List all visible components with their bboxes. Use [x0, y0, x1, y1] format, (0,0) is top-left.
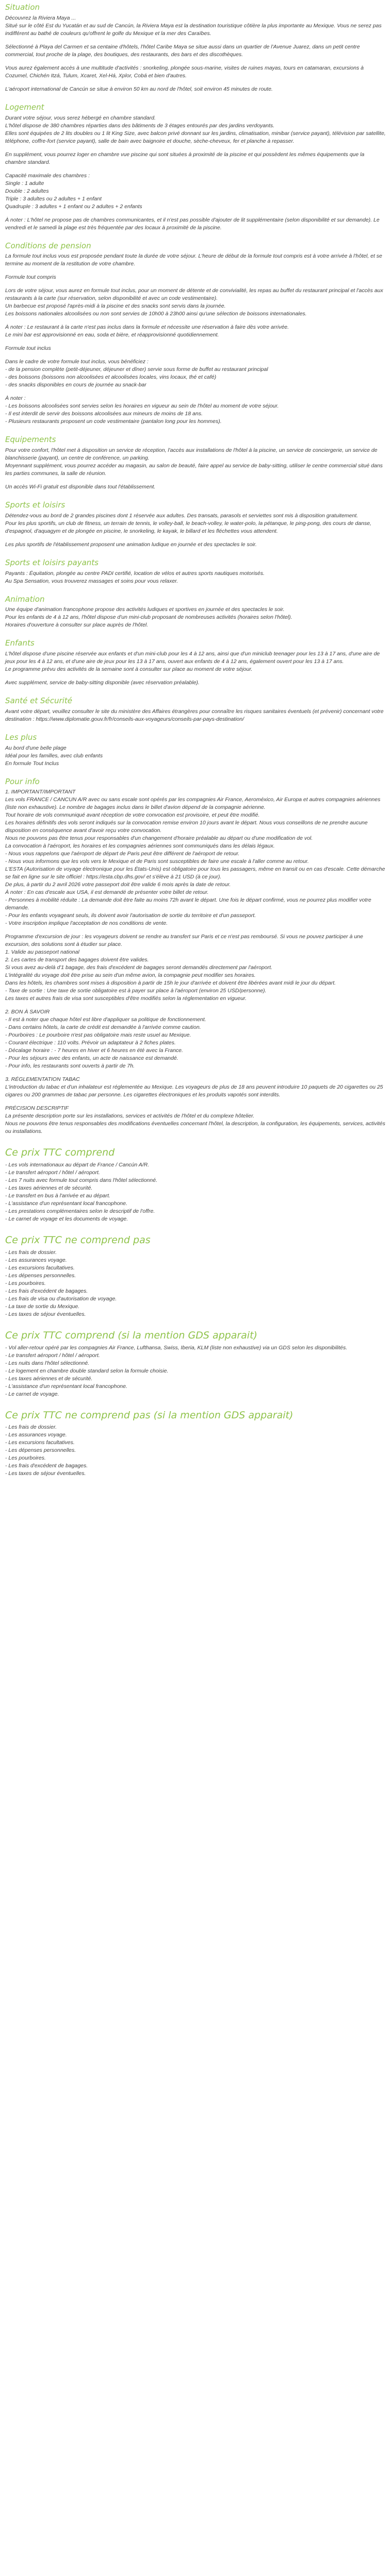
section-pour-info [5, 777, 386, 1136]
section-title: Sports et loisirs [5, 500, 66, 510]
section-paragraph: - Les frais de dossier. - Les assurances voyage. - Les excursions facultatives. - Les dépenses personnelles. - Les pourboires. - Les frais d'excédent de bagages. - Les taxes de séjour éventuelles. [5, 1424, 88, 1477]
section-paragraph: Programme d'excursion de jour : les voyageurs doivent se rendre au transfert sur Paris et ce n'est pas remboursé. Si vous ne pouvez participer à une excursion, des solutions sont à étudier sur place. 1. Valide au passeport national 2. Les cartes de transport des bagages doivent être valides. Si vous avez au-delà d'1 bagage, des frais d'excédent de bagages seront demandés directement par l'aéroport. L'intégralité du voyage doit être prise au sein d'un même avion, la compagnie peut modifier ses horaires. Dans les hôtels, les chambres sont mises à disposition à partir de 15h le jour d'arrivée et doivent être libérées avant midi le jour du départ. - Taxe de sortie : Une taxe de sortie obligatoire est à payer sur place à l'aéroport (environ 25 USD/personne). Les taxes et autres frais de visa sont susceptibles d'être modifiés selon la réglementation en vigueur. [5, 934, 363, 1002]
section-paragraph: En supplément, vous pourrez loger en chambre vue piscine qui sont situées à proximité de la piscine et qui possèdent les mêmes équipements que la chambre standard. [5, 151, 365, 165]
section-paragraph: À noter : Le restaurant à la carte n'est pas inclus dans la formule et nécessite une réservation à faire dès votre arrivée. Le mini bar est approvisionné en eau, soda et bière, et réapprovisionné quotidiennement. [5, 324, 289, 338]
section-paragraph: Avec supplément, service de baby-sitting disponible (avec réservation préalable). [5, 680, 200, 686]
section-title: Animation [5, 594, 45, 604]
section-conditions-de-pension [5, 241, 386, 426]
section-title: Les plus [5, 732, 37, 742]
section-sante-et-securite [5, 696, 386, 723]
section-paragraph: Avant votre départ, veuillez consulter le site du ministère des Affaires étrangères pour connaître les risques sanitaires éventuels (et prévenir) concernant votre destination : https://www.diplomatie.gouv.fr/fr/conseils-aux-voyageurs/conseils-par-pays-destination/ [5, 708, 384, 722]
section-paragraph: Sélectionné à Playa del Carmen et sa centaine d'hôtels, l'hôtel Caribe Maya se situe aussi dans un quartier de l'Avenue Juarez, dans un petit centre commercial, tout proche de la plage, des boutiques, des restaurants, des bars et des discothèques. [5, 43, 360, 58]
section-paragraph: À noter : L'hôtel ne propose pas de chambres communicantes, et il n'est pas possible d'ajouter de lit supplémentaire (selon disponibilité et sur demande). Le vendredi et le samedi la plage est très fréquentée par des locaux à proximité de la piscine. [5, 216, 380, 231]
section-paragraph: PRÉCISION DESCRIPTIF La présente description porte sur les installations, services et activités de l'hôtel et du complexe hôtelier. Nous ne pouvons être tenus responsables des modifications éventuelles concernant l'hôtel, la description, la configuration, les équipements, services, activités ou installations. [5, 1105, 385, 1135]
section-paragraph: Payants : Équitation, plongée au centre PADI certifié, location de vélos et autres sports nautiques motorisés. Au Spa Sensation, vous trouverez massages et soins pour vous relaxer. [5, 570, 265, 584]
section-ce-prix-ttc-comprend [5, 1147, 386, 1223]
section-paragraph: Capacité maximale des chambres : Single : 1 adulte Double : 2 adultes Triple : 3 adultes ou 2 adultes + 1 enfant Quadruple : 3 adultes + 1 enfant ou 2 adultes + 2 enfants [5, 172, 142, 210]
section-paragraph: L'hôtel dispose d'une piscine réservée aux enfants et d'un mini-club pour les 4 à 12 ans, ainsi que d'un miniclub teenager pour les 13 à 17 ans, d'une aire de jeux pour les 4 à 12 ans, et d'une aire de jeux pour les 13 à 17 ans, ouvert aux enfants de 4 à 12 ans, également ouvert pour les 13 à 17 ans. Le programme prévu des activités de la semaine sont à consulter sur place au moment de votre séjour. [5, 651, 380, 672]
section-title: Logement [5, 102, 44, 112]
section-title: Equipements [5, 435, 56, 445]
section-paragraph: Un accès Wi-Fi gratuit est disponible dans tout l'établissement. [5, 484, 156, 490]
section-sports-et-loisirs-payants [5, 558, 386, 585]
section-title: Sports et loisirs payants [5, 557, 99, 567]
section-title: Ce prix TTC comprend [5, 1147, 115, 1159]
section-paragraph: La formule tout inclus vous est proposée pendant toute la durée de votre séjour. L'heure de début de la formule tout compris est à votre arrivée à l'hôtel, et se termine au moment de la restitution de votre chambre. [5, 253, 382, 267]
section-title: Ce prix TTC ne comprend pas [5, 1234, 151, 1246]
section-paragraph: À noter : - Les boissons alcoolisées sont servies selon les horaires en vigueur au sein de l'hôtel au moment de votre séjour. - Il est interdit de servir des boissons alcoolisées aux mineurs de moins de 18 ans. - Plusieurs restaurants proposent un code vestimentaire (pantalon long pour les hommes). [5, 395, 279, 425]
section-paragraph: Formule tout inclus [5, 345, 51, 352]
section-paragraph: 2. BON À SAVOIR - Il est à noter que chaque hôtel est libre d'appliquer sa politique de fonctionnement. - Dans certains hôtels, la carte de crédit est demandée à l'arrivée comme caution. - Pourboires : Le pourboire n'est pas obligatoire mais reste usuel au Mexique. - Courant électrique : 110 volts. Prévoir un adaptateur à 2 fiches plates. - Décalage horaire : - 7 heures en hiver et 6 heures en été avec la France. - Pour les séjours avec des enfants, un acte de naissance est demandé. - Pour info, les restaurants sont ouverts à partir de 7h. [5, 1009, 206, 1070]
section-paragraph: Formule tout compris [5, 274, 56, 281]
section-paragraph: L'aéroport international de Cancún se situe à environ 50 km au nord de l'hôtel, soit environ 45 minutes de route. [5, 86, 273, 92]
section-paragraph: Une équipe d'animation francophone propose des activités ludiques et sportives en journée et des spectacles le soir. Pour les enfants de 4 à 12 ans, l'hôtel dispose d'un mini-club proposant de nombreuses activités (horaires selon l'hôtel). Horaires d'ouverture à consulter sur place auprès de l'hôtel. [5, 606, 292, 629]
section-paragraph: - Les vols internationaux au départ de France / Cancún A/R. - Le transfert aéroport / hôtel / aéroport. - Les 7 nuits avec formule tout compris dans l'hôtel sélectionné. - Les taxes aériennes et de sécurité. - Le transfert en bus à l'arrivée et au départ. - L'assistance d'un représentant local francophone. - Les prestations complémentaires selon le descriptif de l'offre. - Le carnet de voyage et les documents de voyage. [5, 1162, 157, 1222]
section-logement [5, 103, 386, 232]
section-title: Situation [5, 3, 40, 12]
section-paragraph: - Vol aller-retour opéré par les compagnies Air France, Lufthansa, Swiss, Iberia, KLM (liste non exhaustive) via un GDS selon les disponibilités. - Le transfert aéroport / hôtel / aéroport. - Les nuits dans l'hôtel sélectionné. - Le logement en chambre double standard selon la formule choisie. - Les taxes aériennes et de sécurité. - L'assistance d'un représentant local francophone. - Le carnet de voyage. [5, 1344, 348, 1397]
section-paragraph: Lors de votre séjour, vous aurez en formule tout inclus, pour un moment de détente et de convivialité, les repas au buffet du restaurant principal et l'accès aux restaurants à la carte (sur réservation, selon disponibilité et avec un code vestimentaire). Un barbecue est proposé l'après-midi à la piscine et des snacks sont servis dans la journée. Les boissons nationales alcoolisées ou non sont servies de 10h00 à 23h00 ainsi qu'une sélection de boissons internationales. [5, 287, 383, 317]
section-paragraph: Vous aurez également accès à une multitude d'activités : snorkeling, plongée sous-marine, visites de ruines mayas, tours en catamaran, excursions à Cozumel, Chichén Itzá, Tulum, Xcaret, Xel-Há, Xplor, Cobá et bien d'autres. [5, 64, 364, 79]
section-title: Ce prix TTC comprend (si la mention GDS apparait) [5, 1329, 257, 1341]
section-paragraph: Durant votre séjour, vous serez hébergé en chambre standard. L'hôtel dispose de 380 chambres réparties dans des bâtiments de 3 étages entourés par des jardins verdoyants. Elles sont équipées de 2 lits doubles ou 1 lit King Size, avec balcon privé donnant sur les jardins, climatisation, minibar (service payant), télévision par satellite, téléphone, coffre-fort (service payant), salle de bain avec baignoire et douche, sèche-cheveux, fer et planche à repasser. [5, 114, 386, 144]
section-paragraph: Dans le cadre de votre formule tout inclus, vous bénéficiez : - de la pension complète (petit-déjeuner, déjeuner et dîner) servie sous forme de buffet au restaurant principal - des boissons (boissons non alcoolisées et alcoolisées locales, vins locaux, thé et café) - des snacks disponibles en cours de journée au snack-bar [5, 359, 268, 388]
section-paragraph: 3. RÉGLEMENTATION TABAC L'introduction du tabac et d'un inhalateur est réglementée au Mexique. Les voyageurs de plus de 18 ans peuvent introduire 10 paquets de 20 cigarettes ou 25 cigares ou 200 grammes de tabac par personne. Les cigarettes électroniques et les produits vapotés sont interdits. [5, 1076, 383, 1098]
section-animation [5, 595, 386, 630]
section-ce-prix-ttc-ne-comprend-pas [5, 1234, 386, 1318]
section-title: Pour info [5, 776, 40, 786]
section-paragraph: Détendez-vous au bord de 2 grandes piscines dont 1 réservée aux adultes. Des transats, parasols et serviettes sont mis à disposition gratuitement. Pour les plus sportifs, un club de fitness, un terrain de tennis, le volley-ball, le beach-volley, le water-polo, la pétanque, le ping-pong, des cours de danse, d'espagnol, d'aquagym et de plongée en piscine, le snorkeling, le kayak, le billard et les fléchettes vous attendent. [5, 512, 371, 534]
section-sports-et-loisirs [5, 500, 386, 549]
section-paragraph: Pour votre confort, l'hôtel met à disposition un service de réception, l'accès aux installations de l'hôtel à la piscine, un service de conciergerie, un service de blanchisserie (payant), un centre de conférence, un parking. Moyennant supplément, vous pourrez accéder au magasin, au salon de beauté, faire appel au service de baby-sitting, utiliser le centre commercial situé dans les parties communes, la salle de réunion. [5, 447, 383, 477]
section-les-plus [5, 733, 386, 768]
section-equipements [5, 435, 386, 491]
section-paragraph: Au bord d'une belle plage Idéal pour les familles, avec club enfants En formule Tout Inclus [5, 744, 103, 767]
section-paragraph: 1. IMPORTANT/IMPORTANT Les vols FRANCE / CANCUN A/R avec ou sans escale sont opérés par les compagnies Air France, Aeroméxico, Air Europa et autres compagnies aériennes (liste non exhaustive). Le nombre de bagages inclus dans le billet d'avion dépend de la compagnie aérienne. Tout horaire de vols communiqué avant réception de votre convocation est provisoire, et peut être modifié. Les horaires définitifs des vols seront indiqués sur la convocation remise environ 10 jours avant le départ. Nous vous conseillons de ne prendre aucune disposition en conséquence avant d'avoir reçu votre convocation. Nous ne pouvons pas être tenus pour responsables d'un changement d'horaire préalable au départ ou d'une modification de vol. La convocation à l'aéroport, les horaires et les compagnies aériennes sont communiqués dans les délais légaux. - Nous vous rappelons que l'aéroport de départ de Paris peut être différent de l'aéroport de retour. - Nous vous informons que les vols vers le Mexique et de Paris sont susceptibles de faire une escale à l'aller comme au retour. L'ESTA (Autorisation de voyage électronique pour les États-Unis) est obligatoire pour tous les passagers, même en transit ou en cas d'escale. Cette démarche se fait en ligne sur le site officiel : https://esta.cbp.dhs.gov/ et s'élève à 21 USD (à ce jour). De plus, à partir du 2 avril 2026 votre passeport doit être valide 6 mois après la date de retour. À noter : En cas d'escale aux USA, il est demandé de présenter votre billet de retour. - Personnes à mobilité réduite : La demande doit être faite au moins 72h avant le départ. Une fois le départ confirmé, vous ne pourrez plus modifier votre demande. - Pour les enfants voyageant seuls, ils doivent avoir l'autorisation de sortie du territoire et d'un passeport. - Votre inscription implique l'acceptation de nos conditions de vente. [5, 789, 385, 927]
section-title: Conditions de pension [5, 241, 91, 250]
section-paragraph: - Les frais de dossier. - Les assurances voyage. - Les excursions facultatives. - Les dépenses personnelles. - Les pourboires. - Les frais d'excédent de bagages. - Les frais de visa ou d'autorisation de voyage. - La taxe de sortie du Mexique. - Les taxes de séjour éventuelles. [5, 1249, 117, 1317]
section-paragraph: Les plus sportifs de l'établissement proposent une animation ludique en journée et des spectacles le soir. [5, 541, 257, 548]
section-ce-prix-ttc-ne-comprend-pas-si-la-mention-gds-apparait [5, 1410, 386, 1478]
section-enfants [5, 638, 386, 687]
section-title: Enfants [5, 638, 35, 648]
section-paragraph: Découvrez la Riviera Maya ... Situé sur le côté Est du Yucatán et au sud de Cancún, la Riviera Maya est la destination touristique côtière la plus importante au Mexique. Vous ne serez pas indifférent au bathé de couleurs qu'offrent le golfe du Mexique et la mer des Caraïbes. [5, 14, 382, 37]
section-title: Ce prix TTC ne comprend pas (si la mention GDS apparait) [5, 1409, 294, 1421]
section-situation [5, 3, 386, 93]
section-title: Santé et Sécurité [5, 696, 72, 705]
section-ce-prix-ttc-comprend-si-la-mention-gds-apparait [5, 1330, 386, 1398]
